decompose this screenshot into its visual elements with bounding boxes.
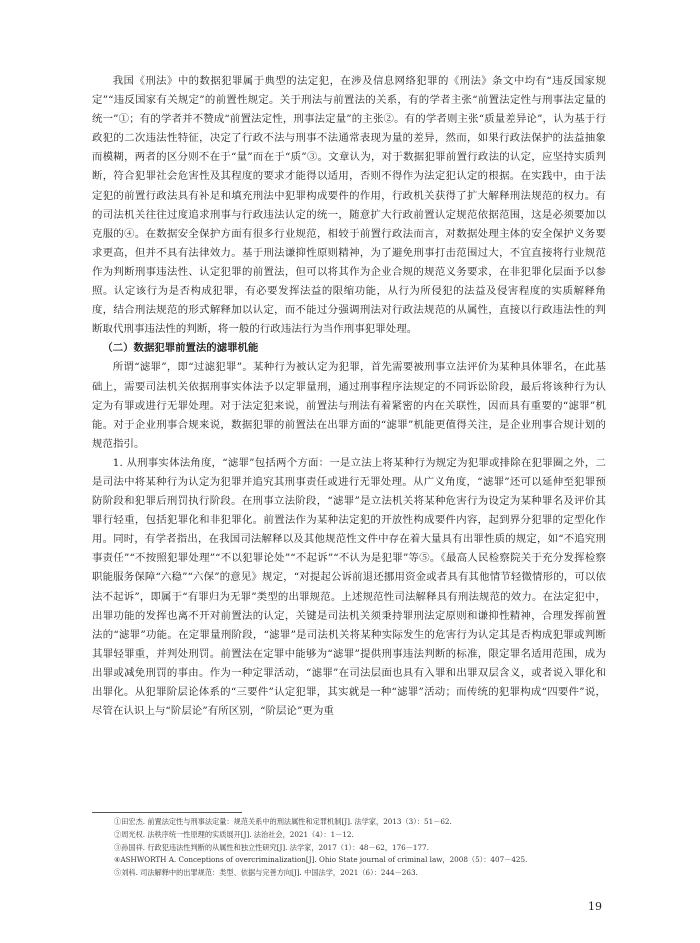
article-body: [92, 72, 606, 721]
section-heading: （二）数据犯罪前置法的滤罪机能: [102, 342, 259, 355]
footnote: ③孙国祥. 行政犯违法性判断的从属性和独立性研究[J]. 法学家，2017（1）：48－62，176－177.: [114, 842, 429, 852]
page-number: 19: [588, 900, 602, 913]
footnote-divider: [92, 812, 242, 813]
body-paragraph: 我国《刑法》中的数据犯罪属于典型的法定犯，在涉及信息网络犯罪的《刑法》条文中均有“违反国家规定”“违反国家有关规定”的前置性规定。关于刑法与前置法的关系，有的学者主张“前置法定性与刑事法定量的统一”①；有的学者并不赞成“前置法定性，刑事法定量”的主张②。有的学者则主张“质量差异论”，认为基于行政犯的二次违法性特征，决定了行政不法与刑事不法通常表现为量的差异，然而，如果行政法保护的法益抽象而模糊，两者的区分则不在于“量”而在于“质”③。文章认为，对于数据犯罪前置行政法的认定，应坚持实质判断，符合犯罪社会危害性及其程度的要求才能得以适用，否则不得作为法定犯认定的根据。在实践中，由于法定犯的前置行政法具有补足和填充刑法中犯罪构成要件的作用，行政机关获得了扩大解释刑法规范的权力。有的司法机关往往过度追求刑事与行政违法认定的统一，随意扩大行政前置认定规范依据范围，这是必须要加以克服的④。在数据安全保护方面有很多行业规范，相较于前置行政法而言，对数据处理主体的安全保护义务要求更高，但并不具有法律效力。基于刑法谦抑性原则精神，为了避免刑事打击范围过大，不宜直接将行业规范作为判断刑事违法性、认定犯罪的前置法，但可以将其作为企业合规的规范义务要求，在非犯罪化层面予以参照。认定该行为是否构成犯罪，有必要发挥法益的限缩功能，从行为所侵犯的法益及侵害程度的实质解释角度，结合刑法规范的形式解释加以认定，而不能过分强调刑法对行政法规范的从属性，直接以行政违法性的判断取代刑事违法性的判断，将一般的行政违法行为当作刑事犯罪处理。: [92, 75, 606, 336]
footnotes: [114, 816, 604, 880]
body-paragraph: 所谓“滤罪”，即“过滤犯罪”。某种行为被认定为犯罪，首先需要被刑事立法评价为某种具体罪名，在此基础上，需要司法机关依据刑事实体法予以定罪量刑，通过刑事程序法规定的不同诉讼阶段，最后将该种行为认定为有罪或进行无罪处理。对于法定犯来说，前置法与刑法有着紧密的内在关联性，因而具有重要的“滤罪”机能。对于企业刑事合规来说，数据犯罪的前置法在出罪方面的“滤罪”机能更值得关注，是企业刑事合规计划的规范指引。: [92, 361, 606, 450]
footnote: ①田宏杰. 前置法定性与刑事法定量：规范关系中的刑法属性和定罪机制[J]. 法学家，2013（3）：51－62.: [114, 817, 452, 826]
body-paragraph: 1. 从刑事实体法角度，“滤罪”包括两个方面：一是立法上将某种行为规定为犯罪或排除在犯罪圈之外，二是司法中将某种行为认定为犯罪并追究其刑事责任或进行无罪处理。从广义角度，“滤罪”还可以延伸至犯罪预防阶段和犯罪后刑罚执行阶段。在刑事立法阶段，“滤罪”是立法机关将某种危害行为设定为某种罪名及评价其罪行轻重，包括犯罪化和非犯罪化。前置法作为某种法定犯的开放性构成要件内容，起到界分犯罪的定型化作用。同时，有学者指出，在我国司法解释以及其他规范性文件中存在着大量具有出罪性质的规定，如“不追究刑事责任”“不按照犯罪处理”“不以犯罪论处”“不起诉”“不认为是犯罪”等⑤。《最高人民检察院关于充分发挥检察职能服务保障“六稳”“六保”的意见》规定，“对提起公诉前退还挪用资金或者具有其他情节轻微情形的，可以依法不起诉”，即属于“有罪归为无罪”类型的出罪规范。上述规范性司法解释具有刑法规范的效力。在法定犯中，出罪功能的发挥也离不开对前置法的认定，关键是司法机关须秉持罪刑法定原则和谦抑性精神，合理发挥前置法的“滤罪”功能。在定罪量刑阶段，“滤罪”是司法机关将某种实际发生的危害行为认定其是否构成犯罪或判断其罪轻罪重，并判处刑罚。前置法在定罪中能够为“滤罪”提供刑事违法判断的标准，限定罪名适用范围，成为出罪或减免刑罚的事由。作为一种定罪活动，“滤罪”在司法层面也具有入罪和出罪双层含义，或者说入罪化和出罪化。从犯罪阶层论体系的“三要件”认定犯罪，其实就是一种“滤罪”活动；而传统的犯罪构成“四要件”说，尽管在认识上与“阶层论”有所区别，“阶层论”更为重: [92, 456, 606, 718]
footnote: ④ASHWORTH A. Conceptions of overcriminalization[J]. Ohio State journal of criminal law，2008（5）：407－425.: [114, 855, 528, 865]
footnote: ⑤刘科. 司法解释中的出罪规范：类型、依据与完善方向[J]. 中国法学，2021（6）：244－263.: [114, 868, 418, 878]
footnote: ②周光权. 法秩序统一性原理的实质展开[J]. 法治社会，2021（4）：1－12.: [114, 829, 354, 839]
